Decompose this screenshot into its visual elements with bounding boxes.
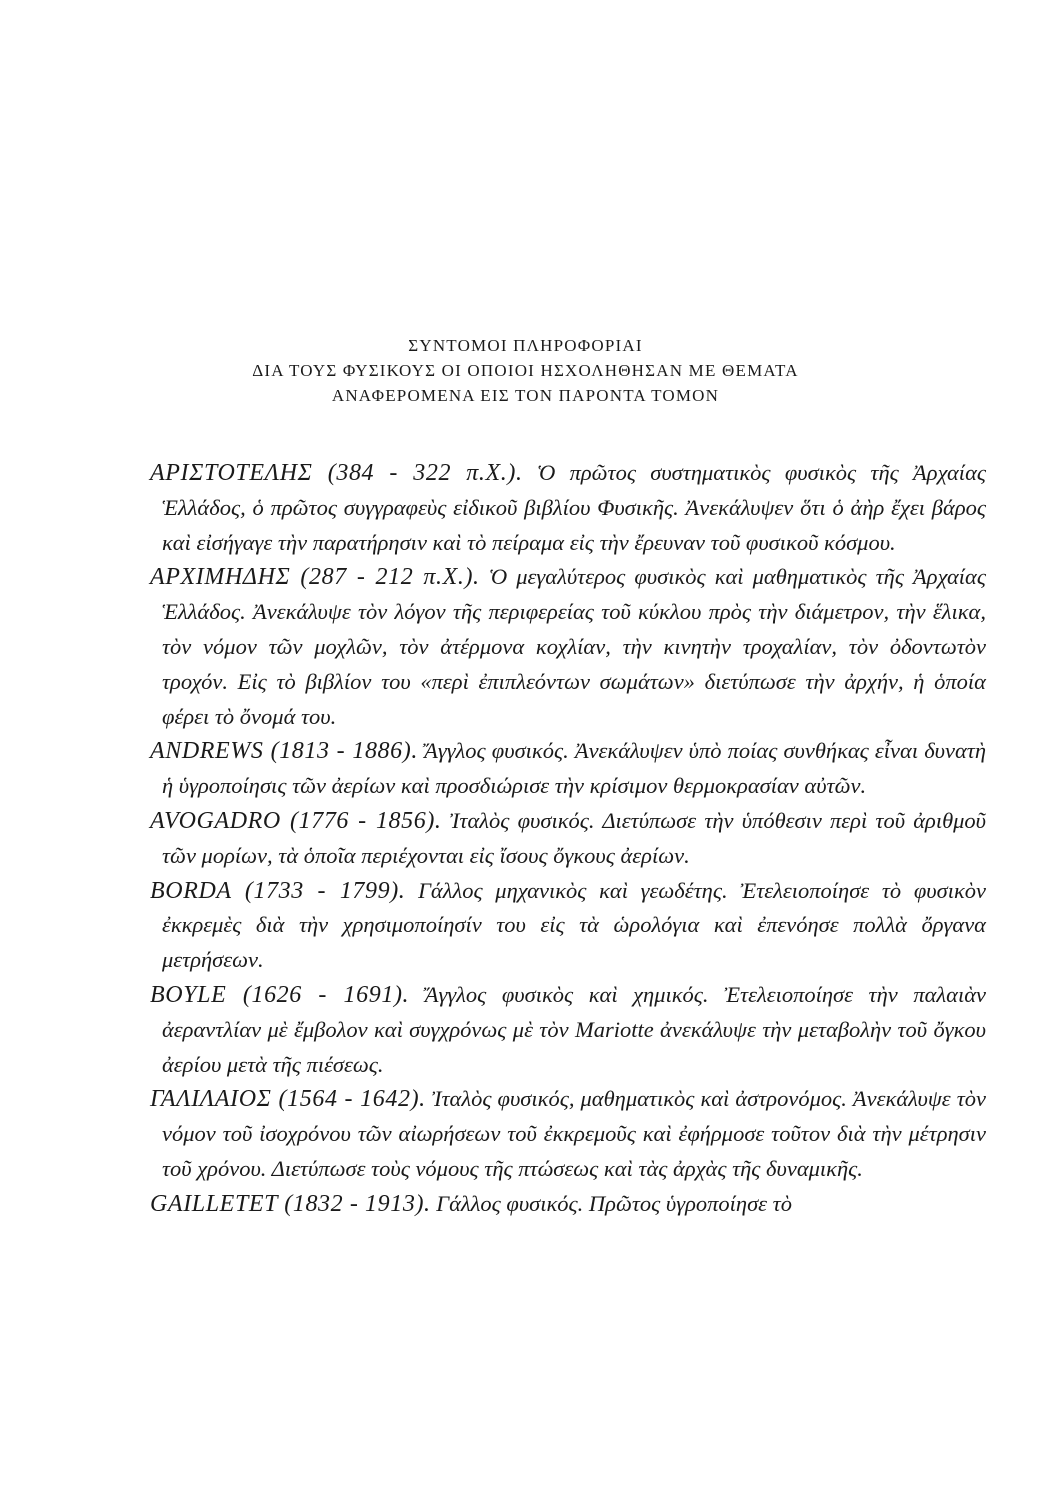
entry-text: Ὁ πρῶτος συστηματικὸς φυσικὸς τῆς Ἀρχαίας Ἑλλάδος, ὁ πρῶτος συγγραφεὺς εἰδικοῦ βιβλίου Φυσικῆς. Ἀνεκάλυψεν ὅτι ὁ ἀὴρ ἔχει βάρος καὶ εἰσήγαγε τὴν παρατήρησιν καὶ τὸ πείραμα εἰς τὴν ἔρευναν τοῦ φυσικοῦ κόσμου. [162, 460, 987, 555]
heading-line-3: ΑΝΑΦΕΡΟΜΕΝΑ ΕΙΣ ΤΟΝ ΠΑΡΟΝΤΑ ΤΟΜΟΝ [331, 386, 720, 405]
heading-line-2: ΔΙΑ ΤΟΥΣ ΦΥΣΙΚΟΥΣ ΟΙ ΟΠΟΙΟΙ ΗΣΧΟΛΗΘΗΣΑΝ ΜΕ ΘΕΜΑΤΑ [252, 361, 799, 380]
entry-aristotle [150, 456, 986, 560]
physicist-entries [150, 456, 986, 1222]
entry-name: ANDREWS (1813 - 1886). [150, 738, 418, 765]
entry-archimedes [150, 560, 986, 734]
entry-gailletet [150, 1187, 986, 1222]
entry-text: Ἰταλὸς φυσικός, μαθηματικὸς καὶ ἀστρονόμος. Ἀνεκάλυψε τὸν νόμον τοῦ ἰσοχρόνου τῶν αἰωρήσεων τοῦ ἐκκρεμοῦς καὶ ἐφήρμοσε τοῦτον διὰ τὴν μέτρησιν τοῦ χρόνου. Διετύπωσε τοὺς νόμους τῆς πτώσεως καὶ τὰς ἀρχὰς τῆς δυναμικῆς. [162, 1086, 986, 1181]
entry-name: AVOGADRO (1776 - 1856). [150, 807, 442, 834]
entry-name: BORDA (1733 - 1799). [150, 877, 406, 904]
entry-name: ΓΑΛΙΛΑΙΟΣ (1564 - 1642). [150, 1086, 426, 1113]
entry-andrews [150, 734, 986, 804]
section-heading [0, 333, 1051, 408]
entry-text: Ὁ μεγαλύτερος φυσικὸς καὶ μαθηματικὸς τῆς Ἀρχαίας Ἑλλάδος. Ἀνεκάλυψε τὸν λόγον τῆς περιφερείας τοῦ κύκλου πρὸς τὴν διάμετρον, τὴν ἕλικα, τὸν νόμον τῶν μοχλῶν, τὸν ἀτέρμονα κοχλίαν, τὴν κινητὴν τροχαλίαν, τὸν ὀδοντωτὸν τροχόν. Εἰς τὸ βιβλίον του «περὶ ἐπιπλεόντων σωμάτων» διετύπωσε τὴν ἀρχήν, ἡ ὁποία φέρει τὸ ὄνομά του. [162, 564, 986, 729]
entry-text: Γάλλος φυσικός. Πρῶτος ὑγροποίησε τὸ [436, 1190, 792, 1216]
entry-text: Ἄγγλος φυσικός. Ἀνεκάλυψεν ὑπὸ ποίας συνθήκας εἶναι δυνατὴ ἡ ὑγροποίησις τῶν ἀερίων καὶ προσδιώρισε τὴν κρίσιμον θερμοκρασίαν αὐτῶν. [162, 738, 987, 799]
entry-boyle [150, 978, 986, 1082]
entry-name: ΑΡΙΣΤΟΤΕΛΗΣ (384 - 322 π.Χ.). [150, 460, 523, 486]
entry-name: GAILLETET (1832 - 1913). [150, 1190, 431, 1217]
heading-line-1: ΣΥΝΤΟΜΟΙ ΠΛΗΡΟΦΟΡΙΑΙ [408, 336, 643, 355]
entry-borda [150, 874, 986, 978]
entry-galileo [150, 1082, 986, 1186]
entry-name: BOYLE (1626 - 1691). [150, 981, 410, 1008]
entry-text: Ἄγγλος φυσικὸς καὶ χημικός. Ἐτελειοποίησε τὴν παλαιὰν ἀεραντλίαν μὲ ἔμβολον καὶ συγχρόνως μὲ τὸν Mariotte ἀνεκάλυψε τὴν μεταβολὴν τοῦ ὄγκου ἀερίου μετὰ τῆς πιέσεως. [162, 981, 986, 1077]
entry-name: ΑΡΧΙΜΗΔΗΣ (287 - 212 π.Χ.). [150, 564, 480, 591]
entry-avogadro [150, 804, 986, 874]
entry-text: Ἰταλὸς φυσικός. Διετύπωσε τὴν ὑπόθεσιν περὶ τοῦ ἀριθμοῦ τῶν μορίων, τὰ ὁποῖα περιέχονται εἰς ἴσους ὄγκους ἀερίων. [162, 807, 986, 868]
entry-text: Γάλλος μηχανικὸς καὶ γεωδέτης. Ἐτελειοποίησε τὸ φυσικὸν ἐκκρεμὲς διὰ τὴν χρησιμοποίησίν του εἰς τὰ ὡρολόγια καὶ ἐπενόησε πολλὰ ὄργανα μετρήσεων. [162, 877, 987, 973]
